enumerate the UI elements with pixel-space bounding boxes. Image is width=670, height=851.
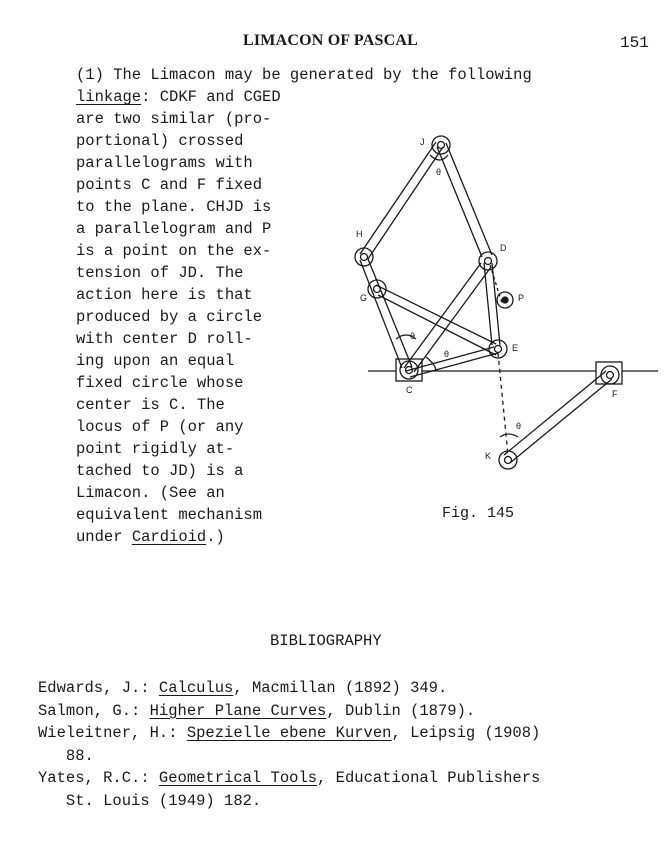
underlined-text: Spezielle ebene Kurven [186, 724, 392, 742]
body-line [76, 108, 271, 130]
underlined-text: linkage [76, 88, 142, 106]
underlined-text: Geometrical Tools [158, 769, 318, 787]
body-line [76, 86, 281, 108]
bibliography-heading: BIBLIOGRAPHY [270, 632, 382, 650]
text-run: Yates, R.C.: [38, 769, 159, 787]
text-run: St. Louis (1949) 182. [38, 791, 262, 810]
body-line [76, 350, 234, 372]
body-line [76, 394, 225, 416]
text-run: under [76, 528, 132, 546]
bibliography-entry [38, 767, 540, 789]
linkage-figure [340, 125, 670, 485]
body-line [76, 262, 243, 284]
label-theta-c-upper: θ [410, 331, 416, 341]
bibliography-entry [38, 790, 261, 812]
text-run: portional) crossed [76, 132, 244, 150]
body-line [76, 130, 243, 152]
text-run: a parallelogram and P [76, 220, 272, 238]
body-line [76, 240, 271, 262]
body-line [76, 284, 253, 306]
label-p: P [518, 293, 525, 303]
underlined-text: Calculus [158, 679, 234, 697]
body-line [76, 460, 243, 482]
label-f: F [612, 389, 618, 399]
text-run: (1) The Limacon may be generated by the following [76, 66, 532, 84]
body-line [76, 328, 253, 350]
bibliography-entry [38, 677, 447, 699]
underlined-text: Cardioid [131, 528, 207, 546]
label-theta-j: θ [436, 167, 442, 177]
body-line [76, 526, 225, 548]
linkage-diagram [340, 125, 670, 485]
angle-arc-k [500, 434, 518, 437]
text-run: locus of P (or any [76, 418, 244, 436]
body-line [76, 438, 234, 460]
label-c: C [406, 385, 413, 395]
text-run: is a point on the ex- [76, 242, 272, 260]
label-theta-k: θ [516, 421, 522, 431]
text-run: points C and F fixed [76, 176, 263, 194]
text-run: 88. [38, 746, 94, 765]
link-g-e [376, 285, 496, 355]
body-line [76, 174, 262, 196]
page-title: LIMACON OF PASCAL [243, 32, 418, 49]
underlined-text: Higher Plane Curves [149, 701, 327, 720]
angle-arc-j [430, 155, 448, 160]
label-k: K [485, 451, 492, 461]
body-line [76, 218, 271, 240]
text-run: : CDKF and CGED [141, 88, 281, 106]
bibliography-entry [38, 700, 475, 722]
page-number: 151 [620, 34, 649, 52]
text-run: , Educational Publishers [317, 769, 541, 787]
body-line [76, 64, 532, 86]
text-run: tension of JD. The [76, 264, 244, 282]
text-run: center is C. The [76, 396, 225, 414]
text-run: equivalent mechanism [76, 506, 263, 524]
bibliography-entry [38, 745, 94, 767]
label-d: D [500, 243, 507, 253]
text-run: fixed circle whose [76, 374, 244, 392]
text-run: tached to JD) is a [76, 462, 244, 480]
body-line [76, 306, 262, 328]
label-e: E [512, 343, 519, 353]
text-run: produced by a circle [76, 308, 263, 326]
text-run: , Dublin (1879). [326, 701, 476, 720]
link-k-f [504, 371, 612, 463]
text-run: .) [206, 528, 225, 546]
text-run: Limacon. (See an [76, 484, 225, 502]
text-run: action here is that [76, 286, 253, 304]
label-j: J [420, 137, 425, 147]
text-run: Salmon, G.: [38, 701, 150, 720]
joint-h [355, 248, 373, 266]
body-line [76, 372, 243, 394]
text-run: point rigidly at- [76, 440, 235, 458]
joint-p [497, 292, 513, 308]
joint-d [479, 252, 497, 270]
figure-caption: Fig. 145 [442, 505, 515, 522]
body-line [76, 152, 253, 174]
text-run: ing upon an equal [76, 352, 235, 370]
link-j-d [437, 143, 492, 257]
text-run: , Leipsig (1908) [391, 724, 541, 742]
link-h-c [360, 259, 412, 368]
text-run: with center D roll- [76, 330, 253, 348]
label-theta-c-right: θ [444, 349, 450, 359]
text-run: , Macmillan (1892) 349. [233, 679, 448, 697]
body-line [76, 482, 225, 504]
dashed-line-e-k [498, 353, 508, 455]
label-h: H [356, 229, 363, 239]
text-run: Wieleitner, H.: [38, 724, 187, 742]
body-line [76, 504, 262, 526]
label-g: G [360, 293, 368, 303]
text-run: parallelograms with [76, 154, 253, 172]
text-run: are two similar (pro- [76, 110, 272, 128]
body-line [76, 196, 271, 218]
bibliography-entry [38, 722, 540, 744]
text-run: Edwards, J.: [38, 679, 159, 697]
body-line [76, 416, 243, 438]
dashed-line-d-p [490, 265, 502, 303]
text-run: to the plane. CHJD is [76, 198, 272, 216]
link-h-j [360, 142, 443, 259]
